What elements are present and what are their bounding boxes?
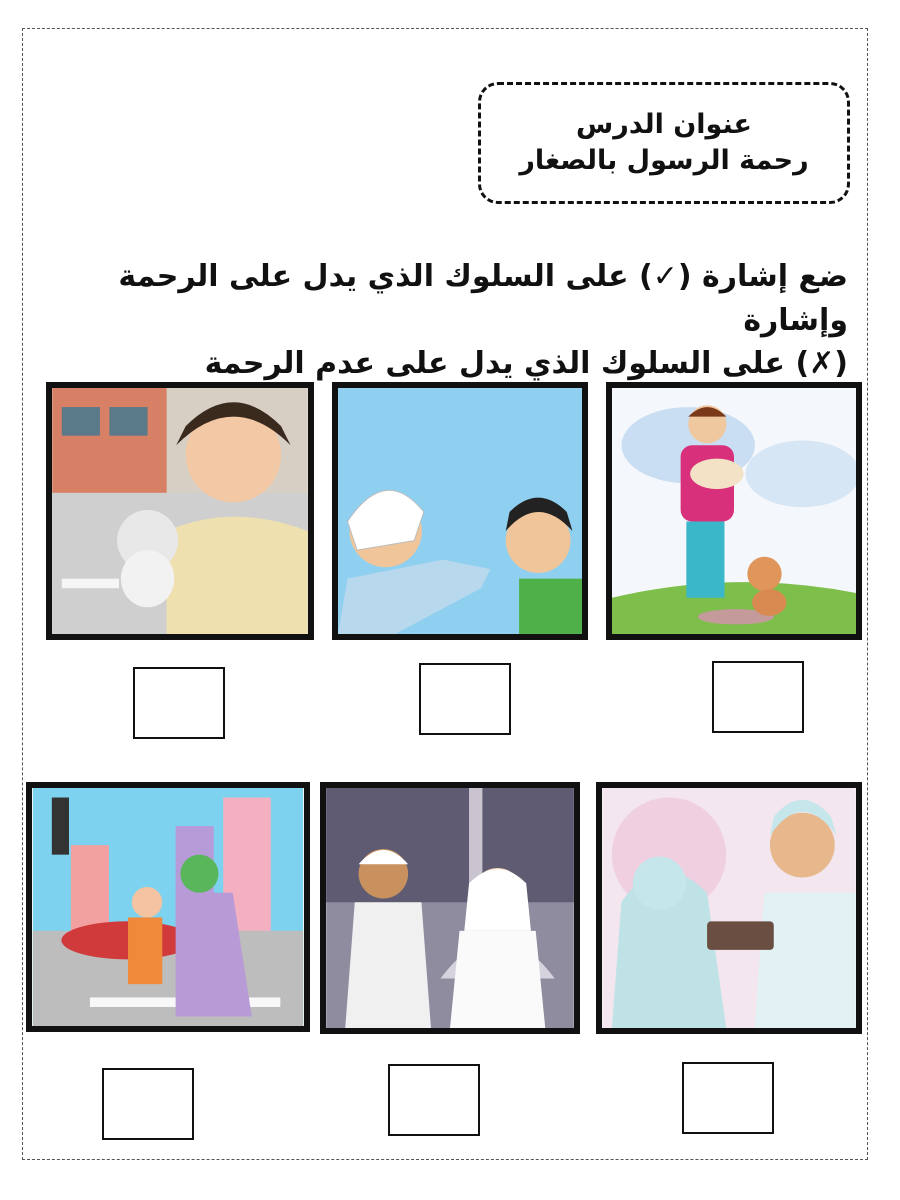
answer-box-3[interactable] [133,667,225,739]
answer-box-6[interactable] [102,1068,194,1140]
picture-boy-pointing [332,382,588,640]
instruction-line-2: (✗) على السلوك الذي يدل على عدم الرحمة [204,346,848,381]
boy-holding-kittens-image [612,388,856,634]
answer-box-1[interactable] [712,661,804,733]
picture-boy-pulling-box [596,782,862,1034]
picture-boy-holding-kittens [606,382,862,640]
lesson-title-box [478,82,850,204]
answer-box-5[interactable] [388,1064,480,1136]
instruction-line-1: ضع إشارة (✓) على السلوك الذي يدل على الرحمة وإشارة [118,259,848,338]
boy-pointing-at-boy-image [338,388,582,634]
boy-helping-old-man-image [326,788,574,1028]
picture-boy-helping-old-man [320,782,580,1034]
girl-helping-old-woman-image [32,788,304,1026]
picture-girl-helping-old-woman [26,782,310,1032]
boy-holding-cat-image [52,388,308,634]
instructions [58,255,848,386]
lesson-heading: عنوان الدرس [576,108,752,140]
answer-box-4[interactable] [682,1062,774,1134]
boy-pulling-box-image [602,788,856,1028]
picture-boy-holding-cat [46,382,314,640]
lesson-title: رحمة الرسول بالصغار [519,145,809,176]
answer-box-2[interactable] [419,663,511,735]
